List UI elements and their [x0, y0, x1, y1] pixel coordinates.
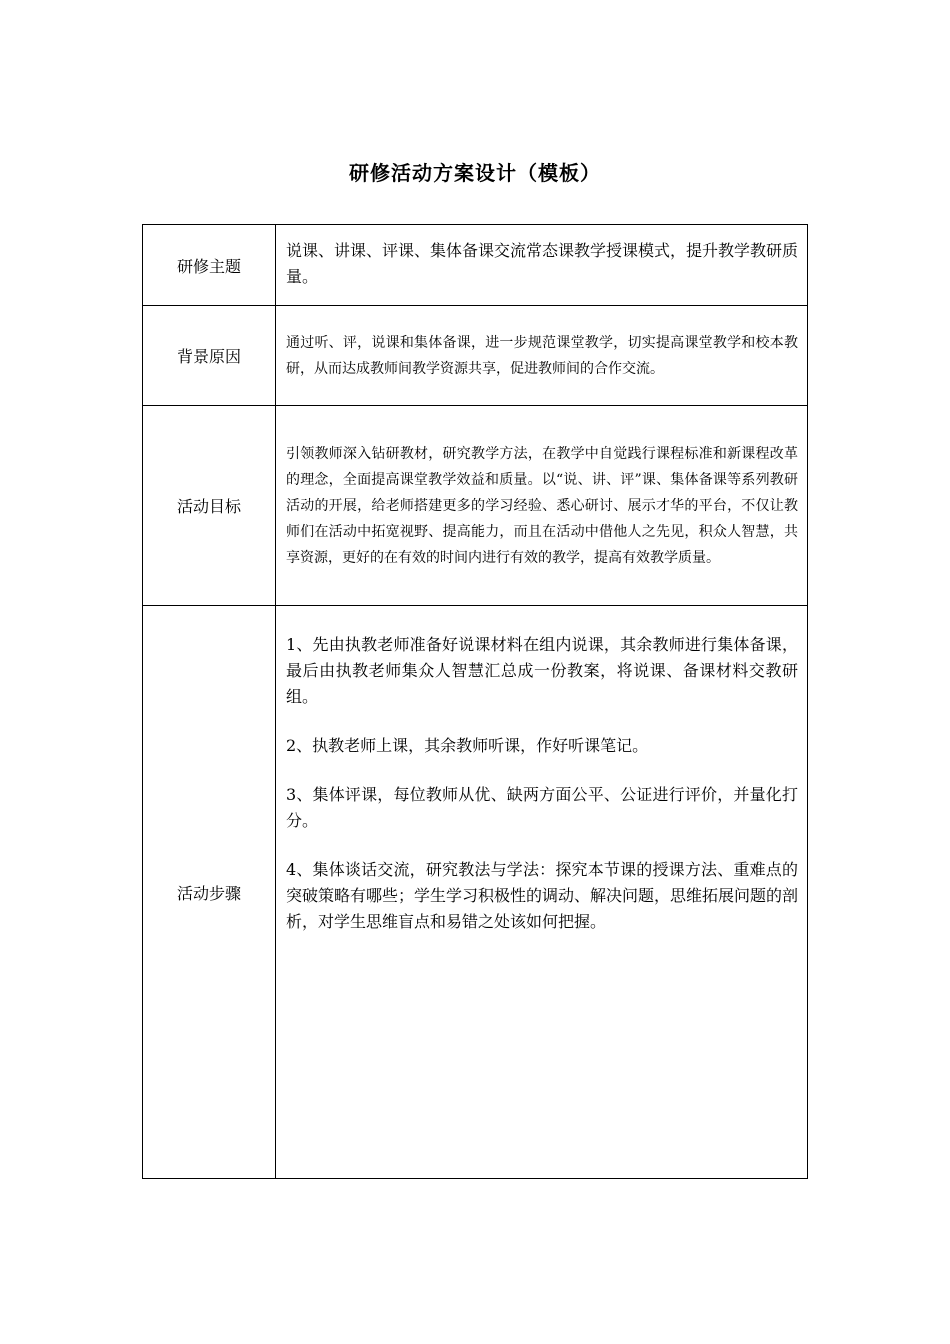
step-item-4: 4、集体谈话交流，研究教法与学法：探究本节课的授课方法、重难点的突破策略有哪些；学生学习积极性的调动、解决问题，思维拓展问题的剖析，对学生思维盲点和易错之处该如何把握。 — [286, 860, 799, 931]
row-content-goal — [276, 406, 808, 606]
row-label-steps: 活动步骤 — [143, 606, 276, 1179]
step-item-1: 1、先由执教老师准备好说课材料在组内说课，其余教师进行集体备课，最后由执教老师集众人智慧汇总成一份教案，将说课、备课材料交教研组。 — [286, 635, 798, 706]
row-label-topic: 研修主题 — [143, 225, 276, 306]
row-label-background: 背景原因 — [143, 306, 276, 406]
row-label-goal: 活动目标 — [143, 406, 276, 606]
row-content-steps — [276, 606, 808, 1179]
step-item-3: 3、集体评课，每位教师从优、缺两方面公平、公证进行评价，并量化打分。 — [286, 785, 798, 830]
row-content-background — [276, 306, 808, 406]
steps-list — [286, 606, 798, 1178]
step-item-2: 2、执教老师上课，其余教师听课，作好听课笔记。 — [286, 736, 649, 755]
page-title: 研修活动方案设计（模板） — [349, 161, 601, 185]
table-row-goal — [143, 406, 808, 606]
topic-text: 说课、讲课、评课、集体备课交流常态课教学授课模式，提升教学教研质量。 — [286, 241, 799, 286]
row-content-topic — [276, 225, 808, 306]
plan-table — [142, 224, 808, 1179]
table-row-steps — [143, 606, 808, 1179]
table-row-background — [143, 306, 808, 406]
table-row-topic — [143, 225, 808, 306]
goal-text: 引领教师深入钻研教材，研究教学方法，在教学中自觉践行课程标准和新课程改革的理念，全面提高课堂教学效益和质量。以“说、讲、评”课、集体备课等系列教研活动的开展，给老师搭建更多的学习经验、悉心研讨、展示才华的平台，不仅让教师们在活动中拓宽视野、提高能力，而且在活动中借他人之先见，积众人智慧，共享资源，更好的在有效的时间内进行有效的教学，提高有效教学质量。 — [286, 445, 798, 566]
background-text: 通过听、评，说课和集体备课，进一步规范课堂教学，切实提高课堂教学和校本教研，从而达成教师间教学资源共享，促进教师间的合作交流。 — [286, 334, 798, 377]
